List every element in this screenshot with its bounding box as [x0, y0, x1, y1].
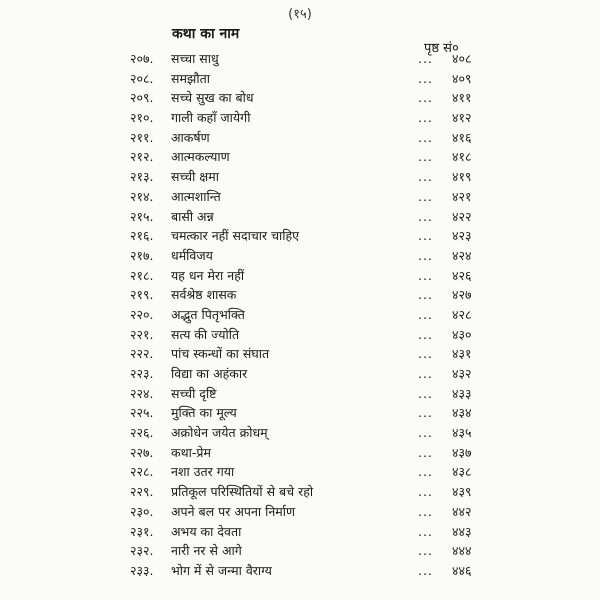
entry-number: २०९.	[130, 90, 154, 106]
entry-number: २१२.	[130, 149, 154, 165]
toc-row	[130, 344, 480, 364]
entry-title: नारी नर से आगे	[171, 543, 242, 559]
leader-dots: ...	[418, 385, 433, 401]
entry-title: सत्य की ज्योति	[171, 326, 240, 342]
entry-title: अक्रोधेन जयेत क्रोधम्	[171, 425, 268, 441]
entry-page-number: ४०८	[452, 51, 472, 66]
entry-number: २१८.	[130, 267, 154, 283]
entry-number: २२४.	[130, 385, 154, 401]
entry-page-number: ४३८	[452, 464, 472, 480]
leader-dots: ...	[418, 346, 433, 362]
entry-number: २३१.	[130, 523, 154, 539]
entry-number: २२७.	[130, 444, 154, 460]
entry-number: २०८.	[130, 70, 154, 86]
entry-page-number: ४१८	[452, 149, 472, 165]
entry-number: २३२.	[130, 543, 154, 559]
entry-title: यह धन मेरा नहीं	[171, 267, 245, 283]
entry-title: आत्मशान्ति	[171, 188, 221, 204]
entry-number: २२२.	[130, 346, 154, 362]
leader-dots: ...	[418, 90, 433, 106]
entry-number: २१९.	[130, 287, 154, 303]
entry-page-number: ४२८	[452, 306, 472, 322]
entry-page-number: ४१२	[452, 110, 472, 126]
entry-title: पांच स्कन्धों का संघात	[171, 346, 270, 362]
entry-title: धर्मविजय	[171, 247, 213, 263]
leader-dots: ...	[418, 464, 433, 480]
toc-row	[130, 384, 480, 404]
toc-row	[130, 207, 480, 227]
leader-dots: ...	[418, 306, 433, 322]
toc-row	[130, 88, 480, 108]
toc-row	[130, 246, 480, 266]
leader-dots: ...	[418, 267, 433, 283]
toc-row	[130, 147, 480, 167]
table-of-contents	[130, 49, 480, 581]
leader-dots: ...	[418, 188, 433, 204]
entry-title: सच्चे सुख का बोध	[171, 90, 254, 106]
toc-row	[130, 187, 480, 207]
entry-page-number: ४३०	[452, 326, 472, 342]
entry-page-number: ४३५	[452, 425, 472, 441]
entry-page-number: ४२२	[452, 208, 472, 224]
entry-title: सच्चा साधु	[171, 51, 219, 66]
entry-title: कथा-प्रेम	[171, 444, 211, 460]
toc-row	[130, 482, 480, 502]
entry-page-number: ४४६	[452, 562, 472, 578]
entry-title: बासी अन्न	[171, 208, 214, 224]
entry-number: २०७.	[130, 51, 154, 66]
toc-row	[130, 266, 480, 286]
toc-row	[130, 69, 480, 89]
entry-title: सच्ची दृष्टि	[171, 385, 217, 401]
leader-dots: ...	[418, 51, 433, 66]
toc-row	[130, 167, 480, 187]
entry-title: चमत्कार नहीं सदाचार चाहिए	[171, 228, 300, 244]
page-number: (१५)	[288, 7, 312, 22]
entry-page-number: ४३१	[452, 346, 472, 362]
entry-title: भोग में से जन्मा वैराग्य	[171, 562, 272, 578]
entry-page-number: ४०९	[452, 70, 472, 86]
toc-row	[130, 364, 480, 384]
entry-title: मुक्ति का मूल्य	[171, 405, 237, 421]
entry-number: २२८.	[130, 464, 154, 480]
leader-dots: ...	[418, 484, 433, 500]
entry-title: अद्भुत पितृभक्ति	[171, 306, 245, 322]
toc-row	[130, 522, 480, 542]
entry-number: २३०.	[130, 503, 154, 519]
toc-row	[130, 561, 480, 581]
entry-number: २२०.	[130, 306, 154, 322]
entry-page-number: ४२१	[452, 188, 472, 204]
entry-number: २२३.	[130, 366, 154, 381]
entry-page-number: ४११	[452, 90, 472, 106]
toc-row	[130, 226, 480, 246]
leader-dots: ...	[418, 326, 433, 342]
leader-dots: ...	[418, 543, 433, 559]
entry-title: समझौता	[171, 70, 210, 86]
entry-title: गाली कहाँ जायेगी	[171, 110, 251, 126]
entry-page-number: ४४२	[452, 503, 472, 519]
leader-dots: ...	[418, 70, 433, 86]
entry-page-number: ४३२	[452, 366, 472, 381]
entry-number: २१३.	[130, 169, 154, 185]
leader-dots: ...	[418, 247, 433, 263]
entry-page-number: ४२७	[452, 287, 472, 303]
entry-page-number: ४१६	[452, 129, 472, 145]
entry-number: २१६.	[130, 228, 154, 244]
leader-dots: ...	[418, 287, 433, 303]
toc-row	[130, 403, 480, 423]
leader-dots: ...	[418, 562, 433, 578]
entry-number: २२१.	[130, 326, 154, 342]
entry-page-number: ४२४	[452, 247, 472, 263]
toc-row	[130, 423, 480, 443]
leader-dots: ...	[418, 523, 433, 539]
entry-title: नशा उतर गया	[171, 464, 235, 480]
entry-number: २१४.	[130, 188, 154, 204]
leader-dots: ...	[418, 366, 433, 381]
leader-dots: ...	[418, 425, 433, 441]
leader-dots: ...	[418, 169, 433, 185]
toc-row	[130, 443, 480, 463]
entry-page-number: ४४४	[452, 543, 472, 559]
leader-dots: ...	[418, 110, 433, 126]
leader-dots: ...	[418, 444, 433, 460]
entry-page-number: ४३७	[452, 444, 472, 460]
entry-title: आत्मकल्याण	[171, 149, 230, 165]
entry-number: २१५.	[130, 208, 154, 224]
entry-page-number: ४२३	[452, 228, 472, 244]
entry-page-number: ४३३	[452, 385, 472, 401]
toc-row	[130, 305, 480, 325]
toc-row	[130, 325, 480, 345]
entry-number: २१७.	[130, 247, 154, 263]
toc-row	[130, 128, 480, 148]
leader-dots: ...	[418, 208, 433, 224]
entry-page-number: ४३४	[452, 405, 472, 421]
entry-title: प्रतिकूल परिस्थितियों से बचे रहो	[171, 484, 314, 500]
leader-dots: ...	[418, 503, 433, 519]
entry-number: २१०.	[130, 110, 154, 126]
entry-page-number: ४४३	[452, 523, 472, 539]
entry-page-number: ४३९	[452, 484, 472, 500]
leader-dots: ...	[418, 129, 433, 145]
entry-number: २२५.	[130, 405, 154, 421]
entry-title: विद्या का अहंकार	[171, 366, 248, 381]
entry-number: २३३.	[130, 562, 154, 578]
toc-row	[130, 462, 480, 482]
title-column-heading: कथा का नाम	[172, 26, 240, 42]
entry-number: २२६.	[130, 425, 154, 441]
entry-page-number: ४१९	[452, 169, 472, 185]
toc-row	[130, 49, 480, 69]
leader-dots: ...	[418, 228, 433, 244]
toc-row	[130, 502, 480, 522]
leader-dots: ...	[418, 149, 433, 165]
entry-page-number: ४२६	[452, 267, 472, 283]
toc-row	[130, 285, 480, 305]
entry-title: अपने बल पर अपना निर्माण	[171, 503, 296, 519]
page-column-heading: पृष्ठ सं०	[424, 41, 459, 56]
entry-number: २२९.	[130, 484, 154, 500]
leader-dots: ...	[418, 405, 433, 421]
entry-title: सच्ची क्षमा	[171, 169, 219, 185]
entry-title: सर्वश्रेष्ठ शासक	[171, 287, 237, 303]
toc-row	[130, 108, 480, 128]
toc-row	[130, 541, 480, 561]
entry-number: २११.	[130, 129, 154, 145]
entry-title: अभय का देवता	[171, 523, 242, 539]
entry-title: आकर्षण	[171, 129, 210, 145]
